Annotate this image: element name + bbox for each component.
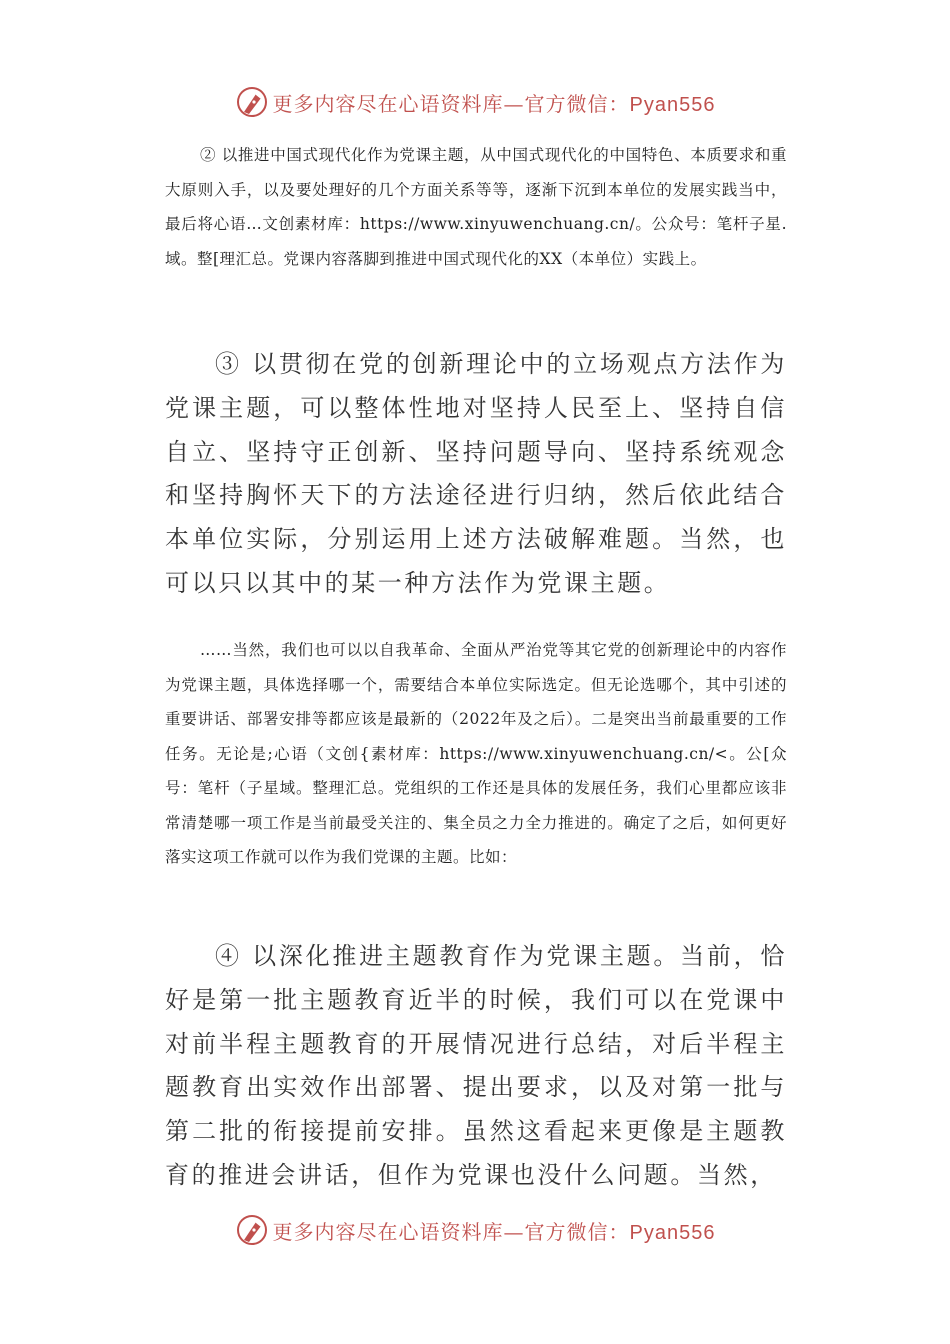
footer-banner-account: Pyan556	[629, 1221, 716, 1244]
header-banner-account: Pyan556	[629, 93, 716, 116]
header-banner	[0, 82, 950, 122]
footer-banner	[0, 1210, 950, 1250]
paragraph-topic-4: ④ 以深化推进主题教育作为党课主题。当前，恰好是第一批主题教育近半的时候，我们可以在党课中对前半程主题教育的开展情况进行总结，对后半程主题教育出实效作出部署、提出要求，以及对第一批与第二批的衔接提前安排。虽然这看起来更像是主题教育的推进会讲话，但作为党课也没什么问题。当然，	[165, 942, 787, 1189]
paragraph-topic-3: ③ 以贯彻在党的创新理论中的立场观点方法作为党课主题，可以整体性地对坚持人民至上、坚持自信自立、坚持守正创新、坚持问题导向、坚持系统观念和坚持胸怀天下的方法途径进行归纳，然后依此结合本单位实际，分别运用上述方法破解难题。当然，也可以只以其中的某一种方法作为党课主题。	[165, 350, 787, 597]
header-banner-text: 更多内容尽在心语资料库—官方微信：Pyan556	[272, 91, 716, 116]
paragraph-topic-2: ② 以推进中国式现代化作为党课主题，从中国式现代化的中国特色、本质要求和重大原则入手，以及要处理好的几个方面关系等等，逐渐下沉到本单位的发展实践当中，最后将心语…文创素材库：https://www.xinyuwenchuang.cn/。公众号：笔杆子星.域。整[理汇总。党课内容落脚到推进中国式现代化的XX（本单位）实践上。	[165, 146, 787, 268]
footer-banner-text: 更多内容尽在心语资料库—官方微信：Pyan556	[272, 1219, 716, 1244]
pen-nib-logo-icon	[235, 85, 269, 119]
paragraph-task-note: ……当然，我们也可以以自我革命、全面从严治党等其它党的创新理论中的内容作为党课主题，具体选择哪一个，需要结合本单位实际选定。但无论选哪个，其中引述的重要讲话、部署安排等都应该是最新的（2022年及之后）。二是突出当前最重要的工作任务。无论是;心语（文创{素材库：https://www.xinyuwenchuang.cn/<。公[众号：笔杆（子星域。整理汇总。党组织的工作还是具体的发展任务，我们心里都应该非常清楚哪一项工作是当前最受关注的、集全员之力全力推进的。确定了之后，如何更好落实这项工作就可以作为我们党课的主题。比如：	[165, 641, 787, 866]
pen-nib-logo-icon	[235, 1213, 269, 1247]
